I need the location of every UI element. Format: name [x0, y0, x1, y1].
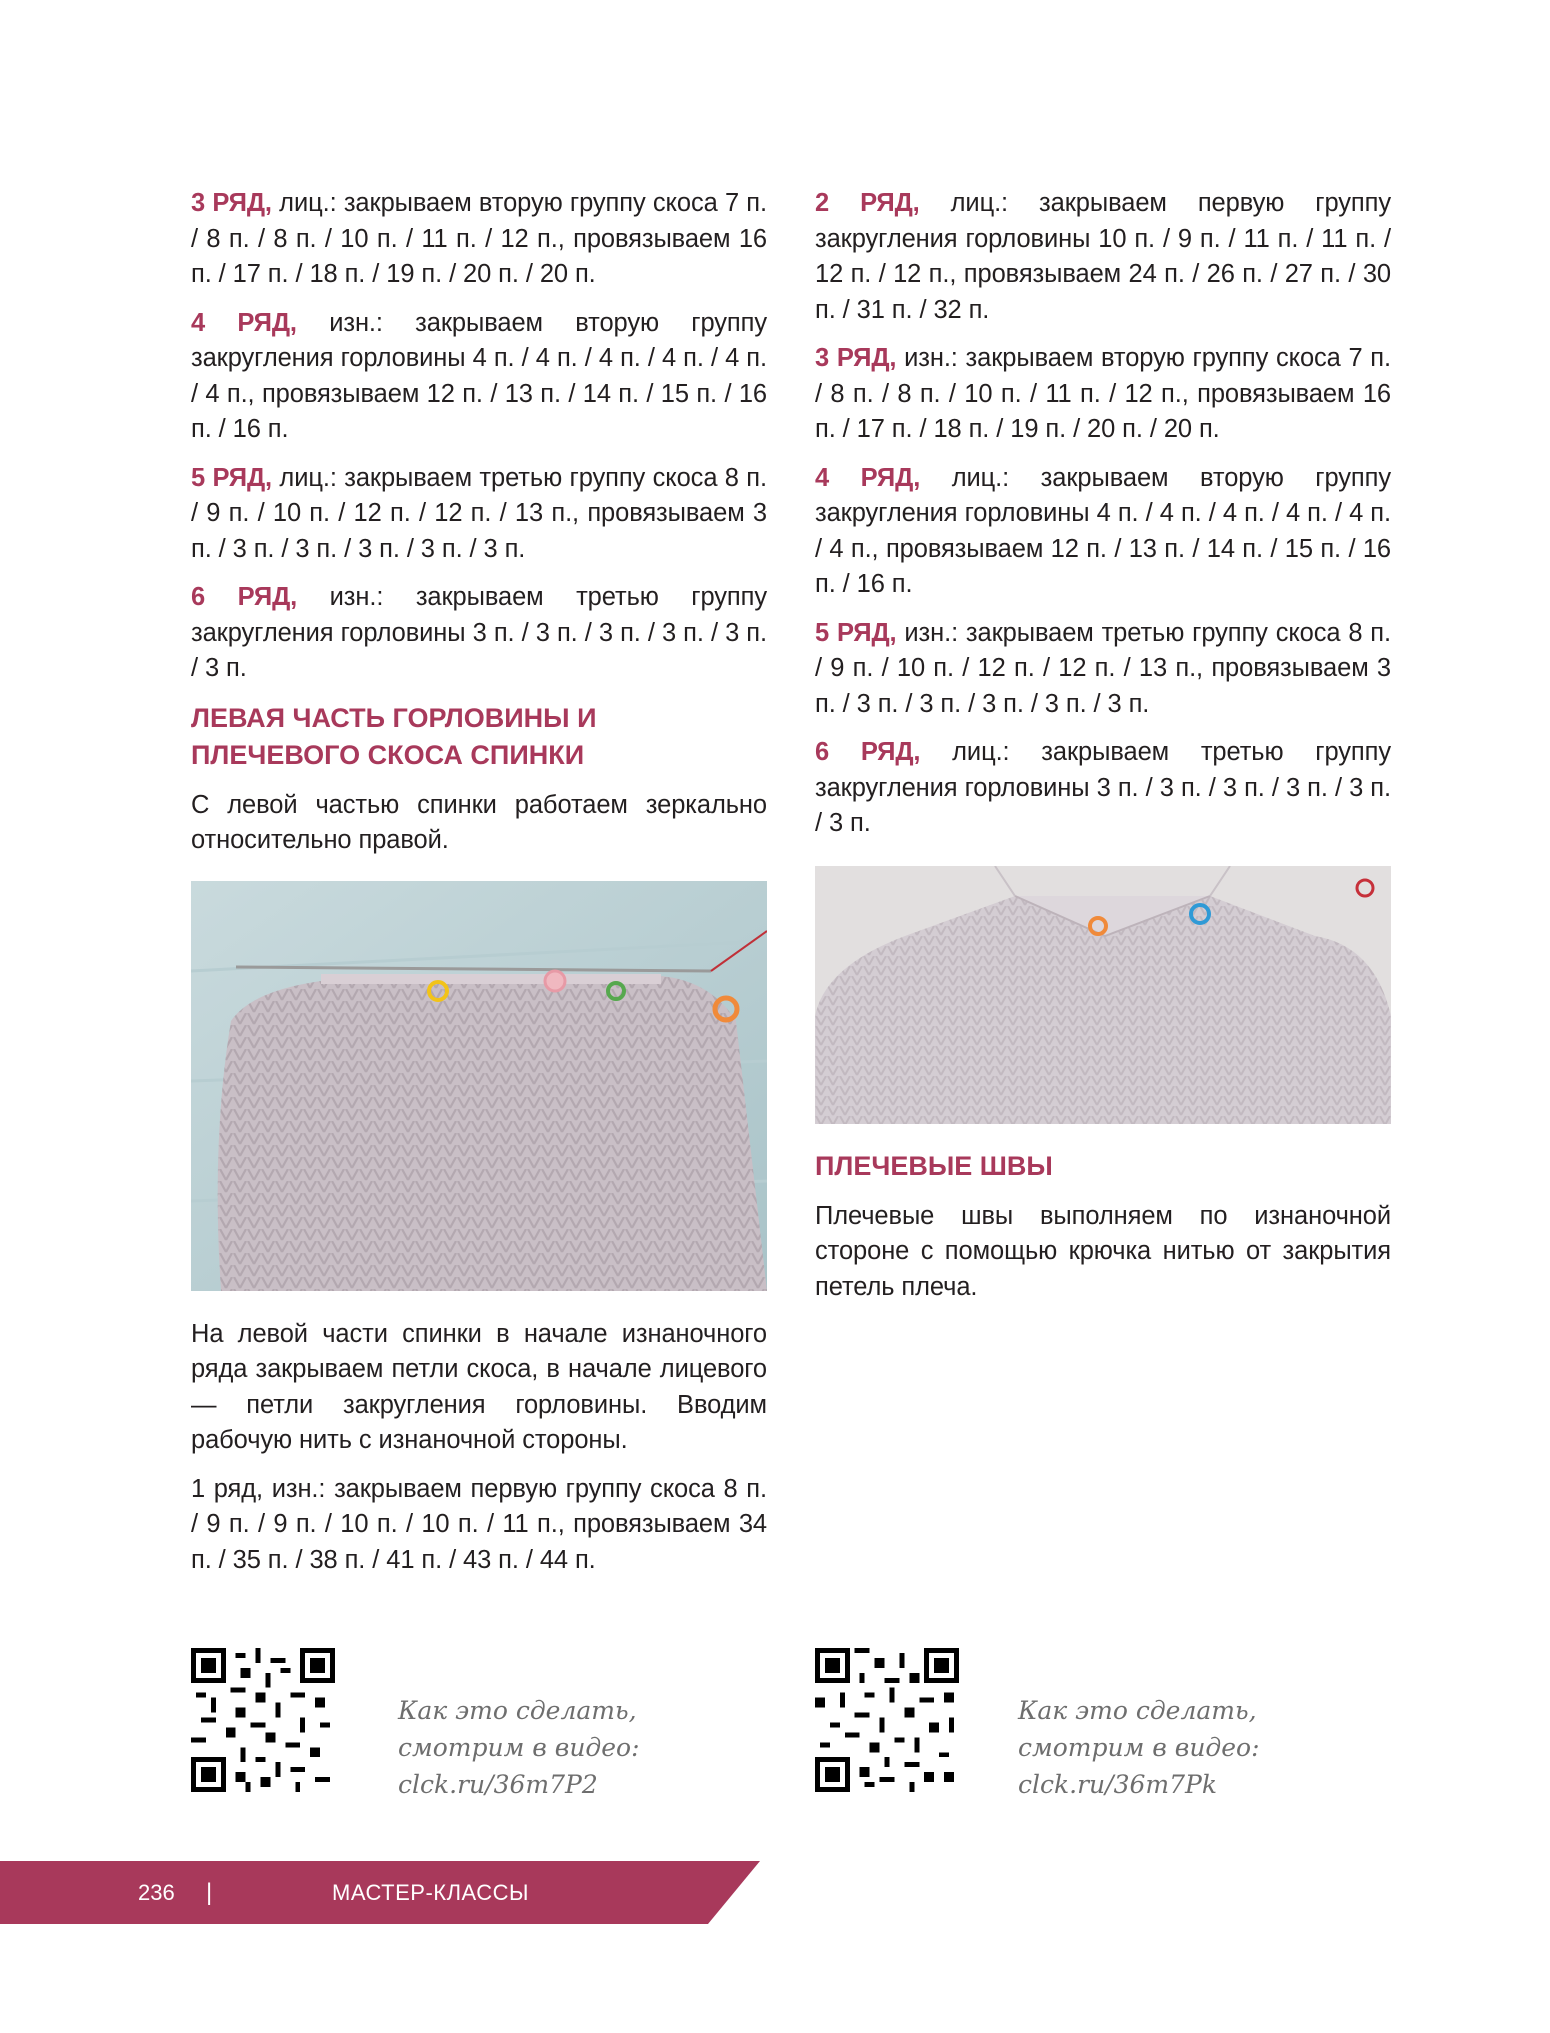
row-3-left [191, 186, 767, 293]
right-column [815, 186, 1391, 1318]
row-label: 3 РЯД, [815, 344, 897, 372]
row-text: лиц.: закрываем вторую группу скоса 7 п. / 8 п. / 8 п. / 10 п. / 11 п. / 12 п., провязываем 16 п. / 17 п. / 18 п. / 19 п. / 20 п. / 20 п. [191, 189, 767, 288]
row-5-left [191, 461, 767, 568]
row-6-left [191, 580, 767, 687]
row-text: изн.: закрываем вторую группу скоса 7 п. / 8 п. / 8 п. / 10 п. / 11 п. / 12 п., провязываем 16 п. / 17 п. / 18 п. / 19 п. / 20 п. / 20 п. [815, 344, 1392, 443]
row-label: 4 РЯД, [815, 463, 921, 492]
row-1-left-back: 1 ряд, изн.: закрываем первую группу скоса 8 п. / 9 п. / 9 п. / 10 п. / 10 п. / 11 п., провязываем 34 п. / 35 п. / 38 п. / 41 п. / 43 п. / 44 п. [191, 1474, 767, 1574]
knitting-photo-back-piece [815, 866, 1391, 1124]
row-text: изн.: закрываем третью группу скоса 8 п. / 9 п. / 10 п. / 12 п. / 12 п. / 13 п., провязываем 3 п. / 3 п. / 3 п. / 3 п. / 3 п. / 3 п. [815, 618, 1391, 718]
row-text: лиц.: закрываем вторую группу закругления горловины 4 п. / 4 п. / 4 п. / 4 п. / 4 п. / 4 п., провязываем 12 п. / 13 п. / 14 п. / 15 п. / 16 п. / 16 п. [815, 463, 1392, 598]
qr-code-right[interactable] [815, 1648, 959, 1792]
row-text: лиц.: закрываем третью группу скоса 8 п. / 9 п. / 10 п. / 12 п. / 12 п. / 13 п., провязываем 3 п. / 3 п. / 3 п. / 3 п. / 3 п. / 3 п. [191, 463, 767, 563]
row-6-right [815, 735, 1391, 842]
caption-line: Как это сделать, [398, 1696, 637, 1725]
row-text: лиц.: закрываем третью группу закругления горловины 3 п. / 3 п. / 3 п. / 3 п. / 3 п. / 3 п. [815, 738, 1391, 837]
caption-line: смотрим в видео: [1018, 1733, 1260, 1762]
row-label: 2 РЯД, [815, 189, 920, 217]
row-4-left [191, 306, 767, 448]
mirror-instruction: С левой частью спинки работаем зеркально относительно правой. [191, 790, 767, 854]
caption-line: Как это сделать, [1018, 1696, 1257, 1725]
row-2-right [815, 186, 1391, 328]
row-label: 5 РЯД, [815, 618, 897, 647]
row-text: лиц.: закрываем первую группу закругления горловины 10 п. / 9 п. / 11 п. / 11 п. / 12 п. / 12 п., провязываем 24 п. / 26 п. / 27 п. / 30 п. / 31 п. / 32 п. [815, 189, 1391, 324]
caption-line: смотрим в видео: [398, 1733, 640, 1762]
page-number: 236 [138, 1880, 175, 1905]
row-label: 6 РЯД, [191, 583, 298, 611]
knitting-photo-left-back [191, 881, 767, 1291]
shoulder-seams-description: Плечевые швы выполняем по изнаночной стороне с помощью крючка нитью от закрытия петель плеча. [815, 1201, 1391, 1301]
row-text: изн.: закрываем вторую группу закругления горловины 4 п. / 4 п. / 4 п. / 4 п. / 4 п. / 4 п., провязываем 12 п. / 13 п. / 14 п. / 15 п. / 16 п. / 16 п. [191, 308, 767, 443]
qr-code-left[interactable] [191, 1648, 335, 1792]
section-heading-shoulder-seams: ПЛЕЧЕВЫЕ ШВЫ [815, 1150, 1053, 1181]
row-label: 6 РЯД, [815, 738, 921, 766]
video-link[interactable]: clck.ru/36m7Pk [1018, 1770, 1217, 1799]
video-link[interactable]: clck.ru/36m7P2 [398, 1770, 598, 1799]
row-label: 4 РЯД, [191, 308, 297, 337]
row-label: 3 РЯД, [191, 189, 272, 217]
row-4-right [815, 461, 1391, 603]
section-heading-left-neckline: ЛЕВАЯ ЧАСТЬ ГОРЛОВИНЫ И ПЛЕЧЕВОГО СКОСА СПИНКИ [191, 702, 597, 770]
row-5-right [815, 616, 1391, 723]
qr-caption-right [1018, 1692, 1278, 1803]
qr-caption-left [398, 1692, 658, 1803]
row-label: 5 РЯД, [191, 463, 273, 492]
row-3-right [815, 341, 1391, 448]
footer-section-name: МАСТЕР-КЛАССЫ [332, 1880, 529, 1905]
left-column [191, 186, 767, 1591]
left-back-description: На левой части спинки в начале изнаночного ряда закрываем петли скоса, в начале лицевого — петли закругления горловины. Вводим рабочую нить с изнаночной стороны. [191, 1319, 767, 1454]
row-text: изн.: закрываем третью группу закругления горловины 3 п. / 3 п. / 3 п. / 3 п. / 3 п. / 3 п. [191, 583, 767, 682]
footer-separator: | [206, 1879, 213, 1906]
